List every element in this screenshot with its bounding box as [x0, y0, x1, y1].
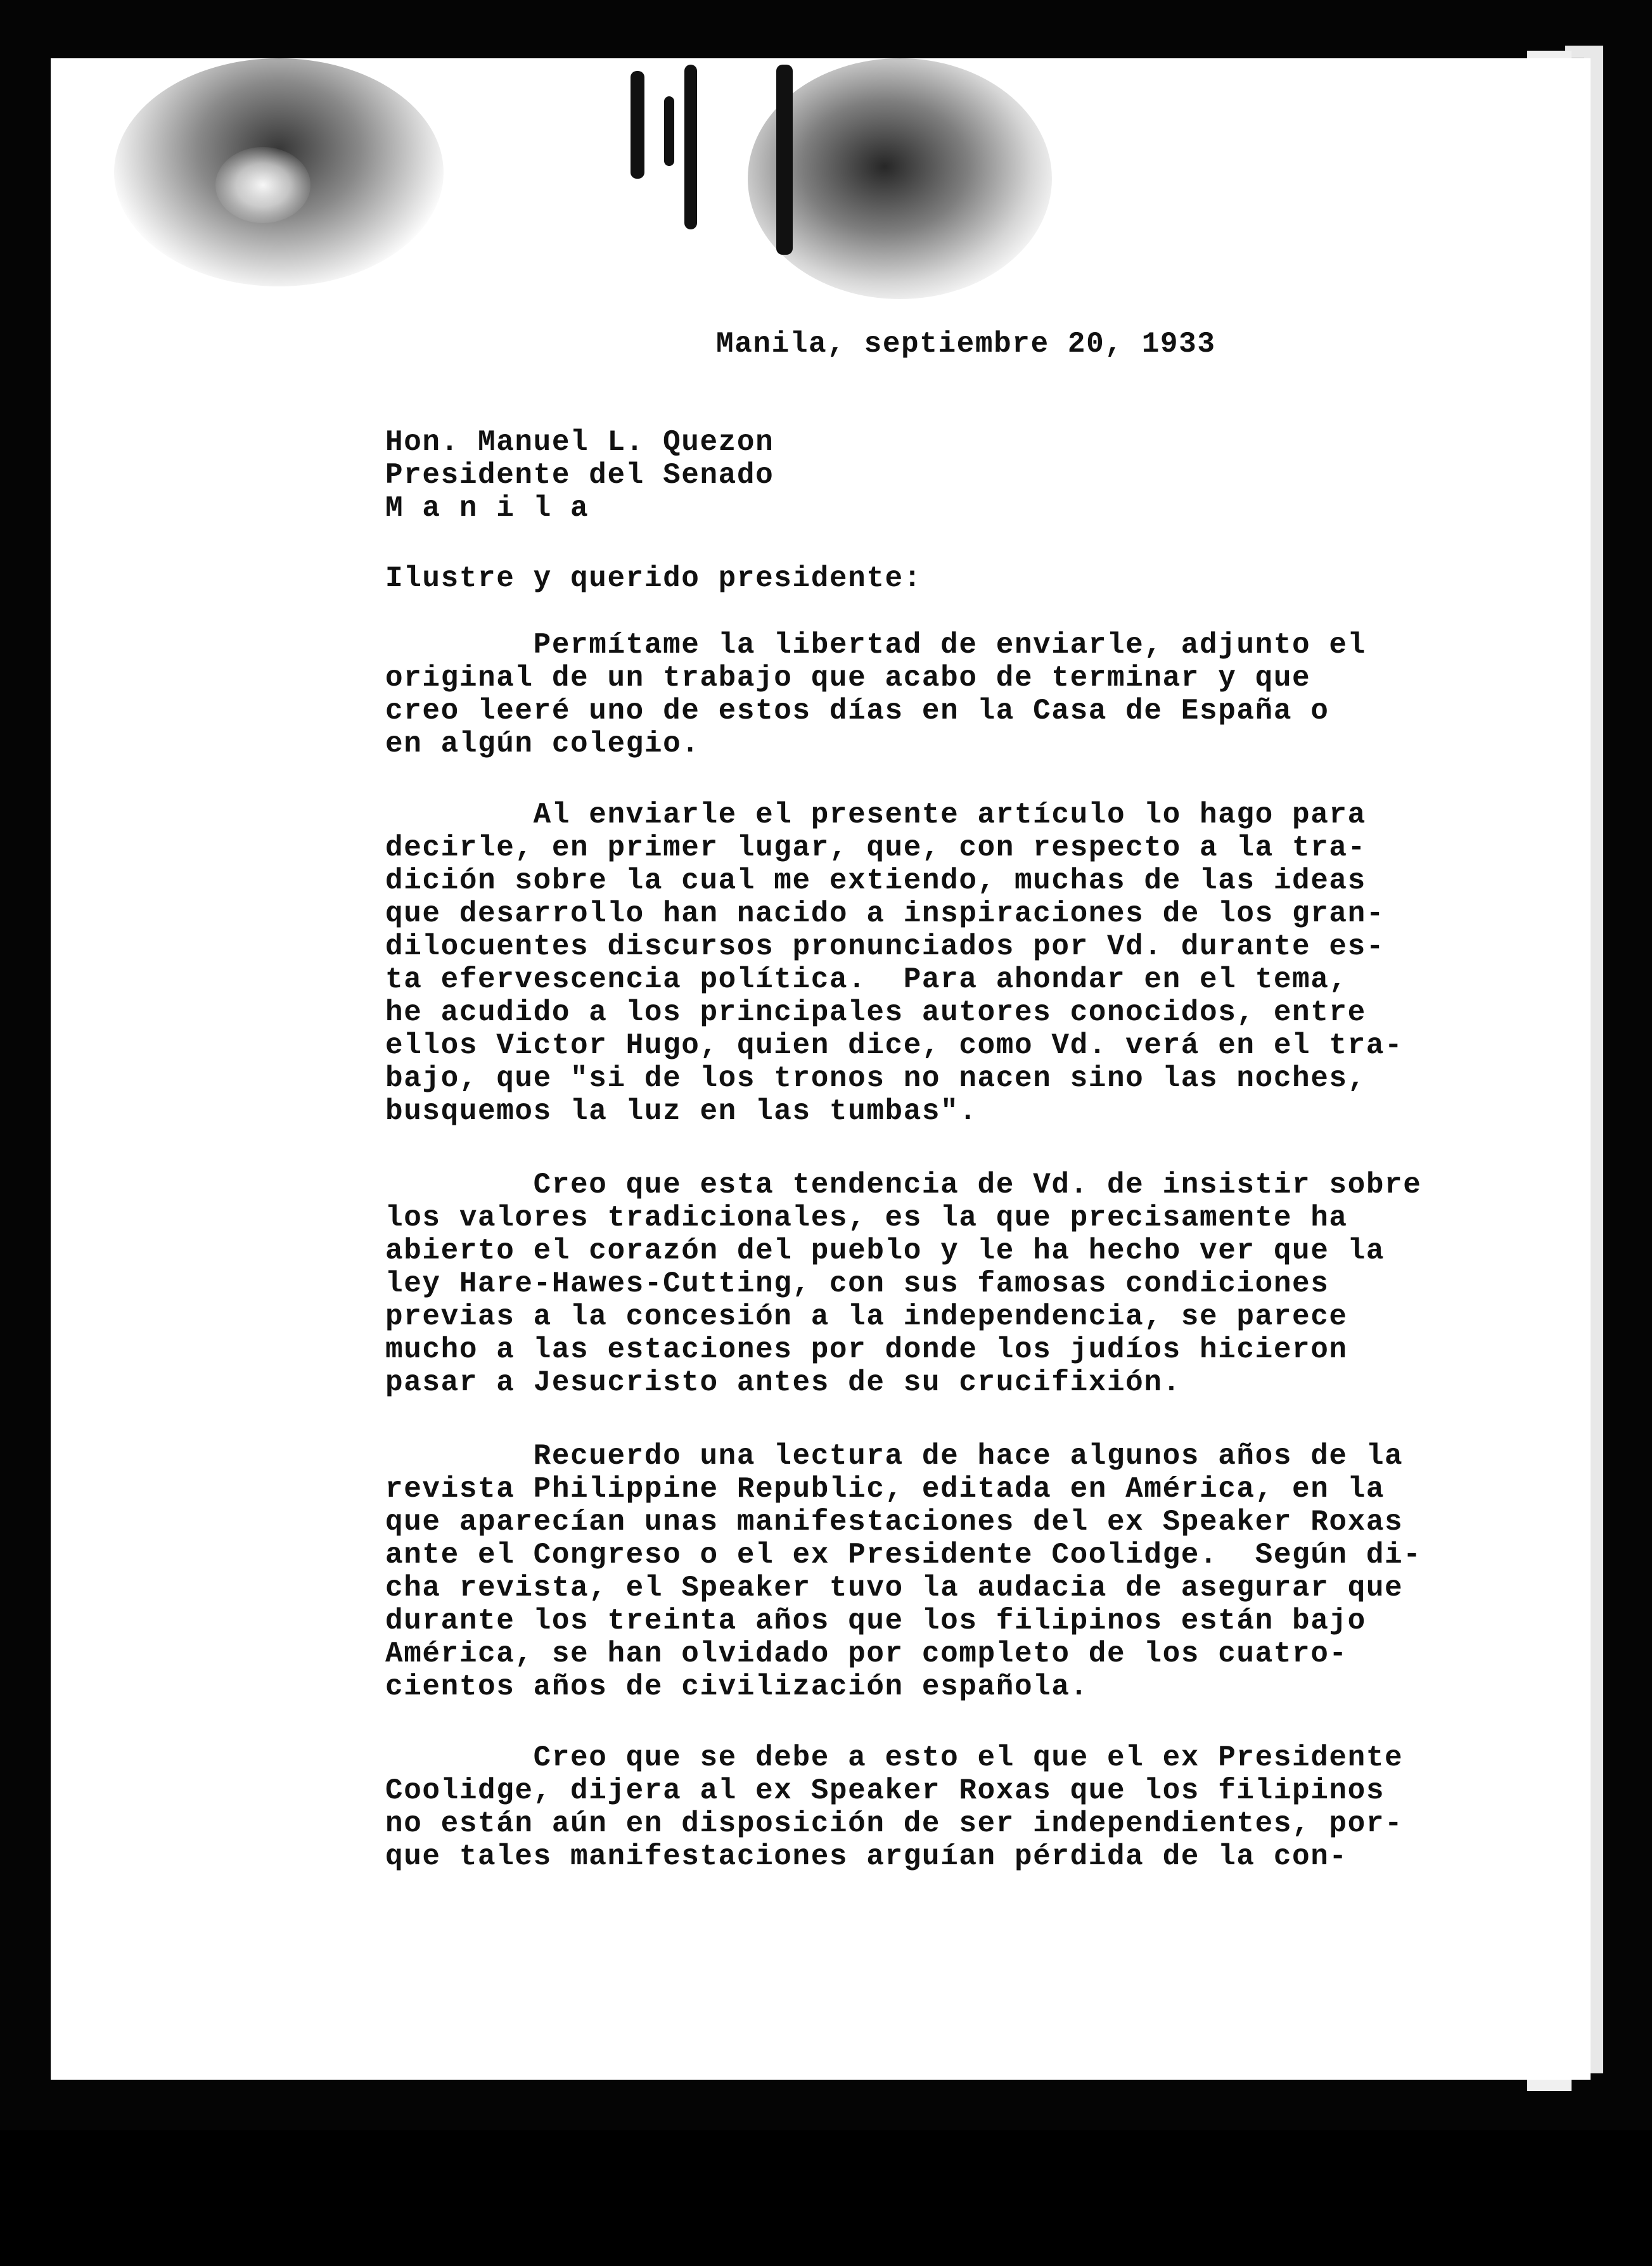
paragraph-line: los valores tradicionales, es la que precisamente ha	[385, 1201, 1348, 1234]
recipient-line: Hon. Manuel L. Quezon	[385, 426, 774, 459]
paragraph-line: Permítame la libertad de enviarle, adjunto el	[385, 629, 1366, 662]
smudge-highlight	[215, 147, 311, 223]
paragraph-line: cha revista, el Speaker tuvo la audacia de asegurar que	[385, 1571, 1404, 1604]
paragraph-line: decirle, en primer lugar, que, con respecto a la tra-	[385, 831, 1366, 864]
paragraph-line: revista Philippine Republic, editada en América, en la	[385, 1473, 1385, 1506]
paragraph	[51, 1741, 1404, 2200]
ink-smudge-center	[748, 58, 1052, 299]
ink-streak	[631, 71, 644, 179]
paragraph-line: pasar a Jesucristo antes de su crucifixión.	[385, 1366, 1181, 1399]
paragraph-line: he acudido a los principales autores conocidos, entre	[385, 996, 1366, 1029]
paragraph-line: ante el Congreso o el ex Presidente Coolidge. Según di-	[385, 1539, 1422, 1571]
paragraph-line: original de un trabajo que acabo de terminar y que	[385, 662, 1311, 695]
paragraph-line: Recuerdo una lectura de hace algunos años de la	[385, 1440, 1404, 1473]
paragraph-line: que aparecían unas manifestaciones del ex Speaker Roxas	[385, 1506, 1404, 1539]
ink-streak	[664, 96, 674, 166]
ink-streak	[776, 65, 793, 255]
paragraph-line: Creo que se debe a esto el que el ex Presidente	[385, 1741, 1404, 1774]
letter-body	[51, 58, 1422, 2266]
paragraph-line: ley Hare-Hawes-Cutting, con sus famosas condiciones	[385, 1267, 1329, 1300]
paragraph-line: previas a la concesión a la independencia, se parece	[385, 1300, 1348, 1333]
paragraph-line: que tales manifestaciones arguían pérdida de la con-	[385, 1840, 1348, 1873]
recipient-line: Presidente del Senado	[385, 459, 774, 492]
paragraph-line: no están aún en disposición de ser independientes, por-	[385, 1807, 1404, 1840]
paragraph-line: América, se han olvidado por completo de los cuatro-	[385, 1637, 1348, 1670]
paragraph-line: en algún colegio.	[385, 727, 700, 760]
paragraph-line: Creo que esta tendencia de Vd. de insistir sobre	[385, 1168, 1422, 1201]
paragraph-line: mucho a las estaciones por donde los judíos hicieron	[385, 1333, 1348, 1366]
paragraph-line: dición sobre la cual me extiendo, muchas de las ideas	[385, 864, 1366, 897]
paragraph-line: dilocuentes discursos pronunciados por Vd. durante es-	[385, 930, 1385, 963]
paragraph-line: que desarrollo han nacido a inspiraciones de los gran-	[385, 897, 1385, 930]
paragraph-line: abierto el corazón del pueblo y le ha hecho ver que la	[385, 1234, 1385, 1267]
recipient-line: M a n i l a	[385, 492, 589, 525]
letter-page	[51, 58, 1591, 2080]
paragraph-line: Al enviarle el presente artículo lo hago para	[385, 798, 1366, 831]
letter-date: Manila, septiembre 20, 1933	[716, 328, 1216, 361]
ink-streak	[684, 65, 697, 229]
paragraph-line: ellos Victor Hugo, quien dice, como Vd. verá en el tra-	[385, 1029, 1404, 1062]
paragraph-line: cientos años de civilización española.	[385, 1670, 1089, 1703]
paragraph-line: creo leeré uno de estos días en la Casa de España o	[385, 695, 1329, 727]
paragraph-line: ta efervescencia política. Para ahondar en el tema,	[385, 963, 1348, 996]
paragraph-line: busquemos la luz en las tumbas".	[385, 1095, 978, 1128]
paragraph-line: Coolidge, dijera al ex Speaker Roxas que los filipinos	[385, 1774, 1385, 1807]
paragraph-line: bajo, que "si de los tronos no nacen sino las noches,	[385, 1062, 1366, 1095]
paragraph-line: durante los treinta años que los filipinos están bajo	[385, 1604, 1366, 1637]
salutation: Ilustre y querido presidente:	[385, 562, 922, 595]
